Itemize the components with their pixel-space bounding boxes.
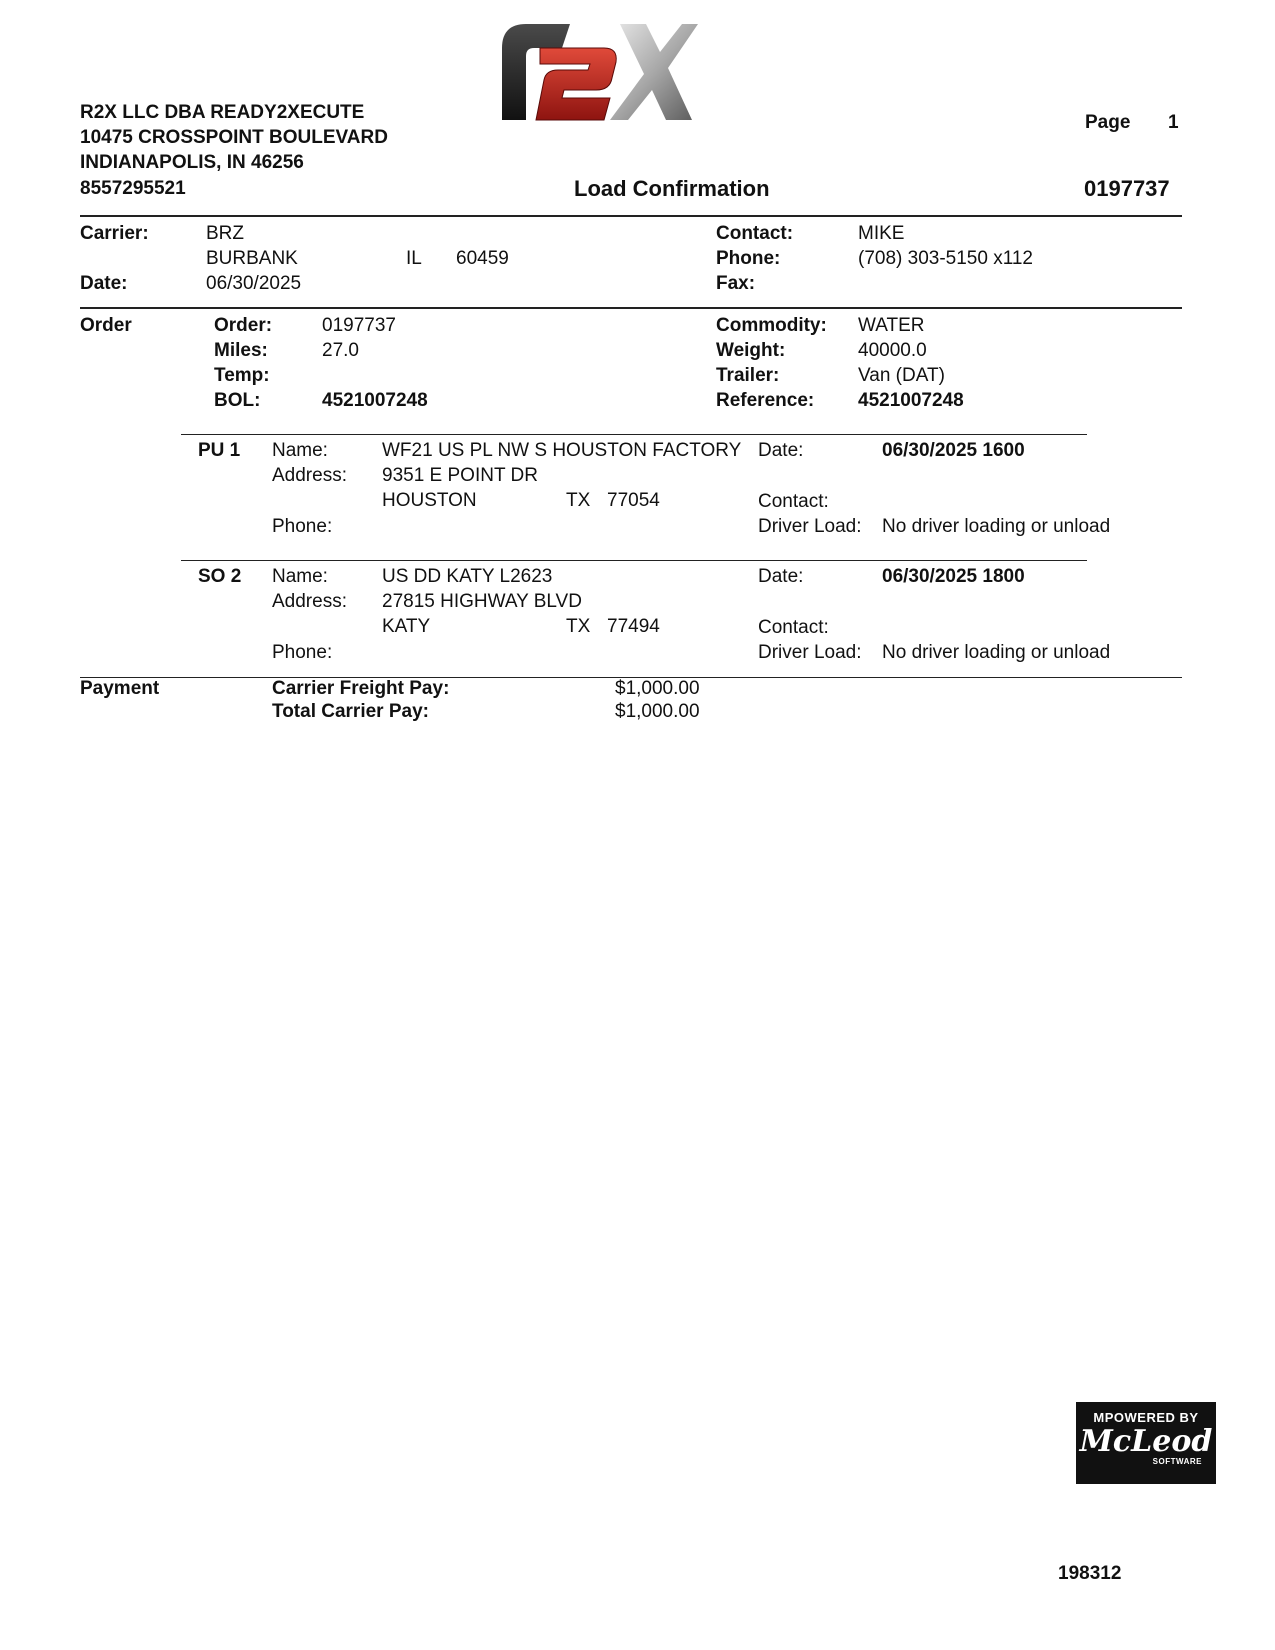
footer-number: 198312	[1058, 1563, 1122, 1584]
stop-address: 9351 E POINT DR	[382, 465, 538, 486]
page-label: Page	[1085, 112, 1131, 133]
reference-label: Reference:	[716, 390, 815, 411]
stop-driver-load-label: Driver Load:	[758, 516, 862, 537]
stop-contact-label: Contact:	[758, 491, 829, 512]
carrier-zip: 60459	[456, 248, 509, 269]
company-city-state-zip: INDIANAPOLIS, IN 46256	[80, 152, 304, 173]
total-pay-label: Total Carrier Pay:	[272, 701, 429, 722]
stop-address: 27815 HIGHWAY BLVD	[382, 591, 582, 612]
stop-driver-load: No driver loading or unload	[882, 516, 1111, 537]
carrier-date: 06/30/2025	[206, 273, 302, 294]
stop-address-label: Address:	[272, 591, 347, 612]
contact-value: MIKE	[858, 223, 905, 244]
header-divider	[80, 215, 1182, 217]
badge-line1: MPOWERED BY	[1093, 1410, 1199, 1425]
temp-label: Temp:	[214, 365, 270, 386]
bol-label: BOL:	[214, 390, 261, 411]
trailer-value: Van (DAT)	[858, 365, 945, 386]
stop-code: SO 2	[198, 566, 242, 587]
carrier-city: BURBANK	[206, 248, 298, 269]
freight-pay-value: $1,000.00	[615, 678, 700, 699]
weight-label: Weight:	[716, 340, 786, 361]
badge-brand: McLeod	[1079, 1424, 1213, 1459]
phone-label: Phone:	[716, 248, 781, 269]
stop-code: PU 1	[198, 440, 241, 461]
phone-value: (708) 303-5150 x112	[858, 248, 1033, 269]
stop-date: 06/30/2025 1600	[882, 440, 1025, 461]
order-section-label: Order	[80, 315, 132, 336]
stop-zip: 77494	[607, 616, 660, 637]
freight-pay-label: Carrier Freight Pay:	[272, 678, 450, 699]
stop-state: TX	[566, 490, 591, 511]
fax-label: Fax:	[716, 273, 756, 294]
order-value: 0197737	[322, 315, 396, 336]
stop-phone-label: Phone:	[272, 642, 333, 663]
stop-2-divider	[181, 560, 1087, 561]
stop-1-divider	[181, 434, 1087, 435]
carrier-date-label: Date:	[80, 273, 128, 294]
payment-section-label: Payment	[80, 678, 160, 699]
total-pay-value: $1,000.00	[615, 701, 700, 722]
carrier-label: Carrier:	[80, 223, 149, 244]
order-number-header: 0197737	[1084, 176, 1170, 201]
stop-name-label: Name:	[272, 440, 328, 461]
miles-label: Miles:	[214, 340, 268, 361]
page-number: 1	[1168, 112, 1179, 133]
bol-value: 4521007248	[322, 390, 428, 411]
stop-name: US DD KATY L2623	[382, 566, 553, 587]
stop-name: WF21 US PL NW S HOUSTON FACTORY	[382, 440, 742, 461]
stop-phone-label: Phone:	[272, 516, 333, 537]
weight-value: 40000.0	[858, 340, 927, 361]
carrier-name: BRZ	[206, 223, 244, 244]
mcleod-badge	[1076, 1402, 1216, 1484]
commodity-label: Commodity:	[716, 315, 827, 336]
commodity-value: WATER	[858, 315, 925, 336]
company-street: 10475 CROSSPOINT BOULEVARD	[80, 127, 388, 148]
contact-label: Contact:	[716, 223, 794, 244]
stop-contact-label: Contact:	[758, 617, 829, 638]
r2x-logo	[500, 18, 700, 128]
stop-date: 06/30/2025 1800	[882, 566, 1025, 587]
badge-sub: SOFTWARE	[1152, 1457, 1202, 1466]
stop-name-label: Name:	[272, 566, 328, 587]
carrier-state: IL	[406, 248, 422, 269]
r2x-logo-graphic	[500, 18, 700, 128]
miles-value: 27.0	[322, 340, 359, 361]
stop-state: TX	[566, 616, 591, 637]
document-title: Load Confirmation	[574, 176, 770, 201]
company-name: R2X LLC DBA READY2XECUTE	[80, 102, 365, 123]
stop-zip: 77054	[607, 490, 660, 511]
stop-address-label: Address:	[272, 465, 347, 486]
stop-city: HOUSTON	[382, 490, 477, 511]
company-phone: 8557295521	[80, 178, 186, 199]
carrier-divider	[80, 307, 1182, 309]
stop-driver-load-label: Driver Load:	[758, 642, 862, 663]
stop-driver-load: No driver loading or unload	[882, 642, 1111, 663]
stop-date-label: Date:	[758, 566, 804, 587]
reference-value: 4521007248	[858, 390, 964, 411]
order-label: Order:	[214, 315, 273, 336]
stop-date-label: Date:	[758, 440, 804, 461]
stop-city: KATY	[382, 616, 431, 637]
trailer-label: Trailer:	[716, 365, 780, 386]
